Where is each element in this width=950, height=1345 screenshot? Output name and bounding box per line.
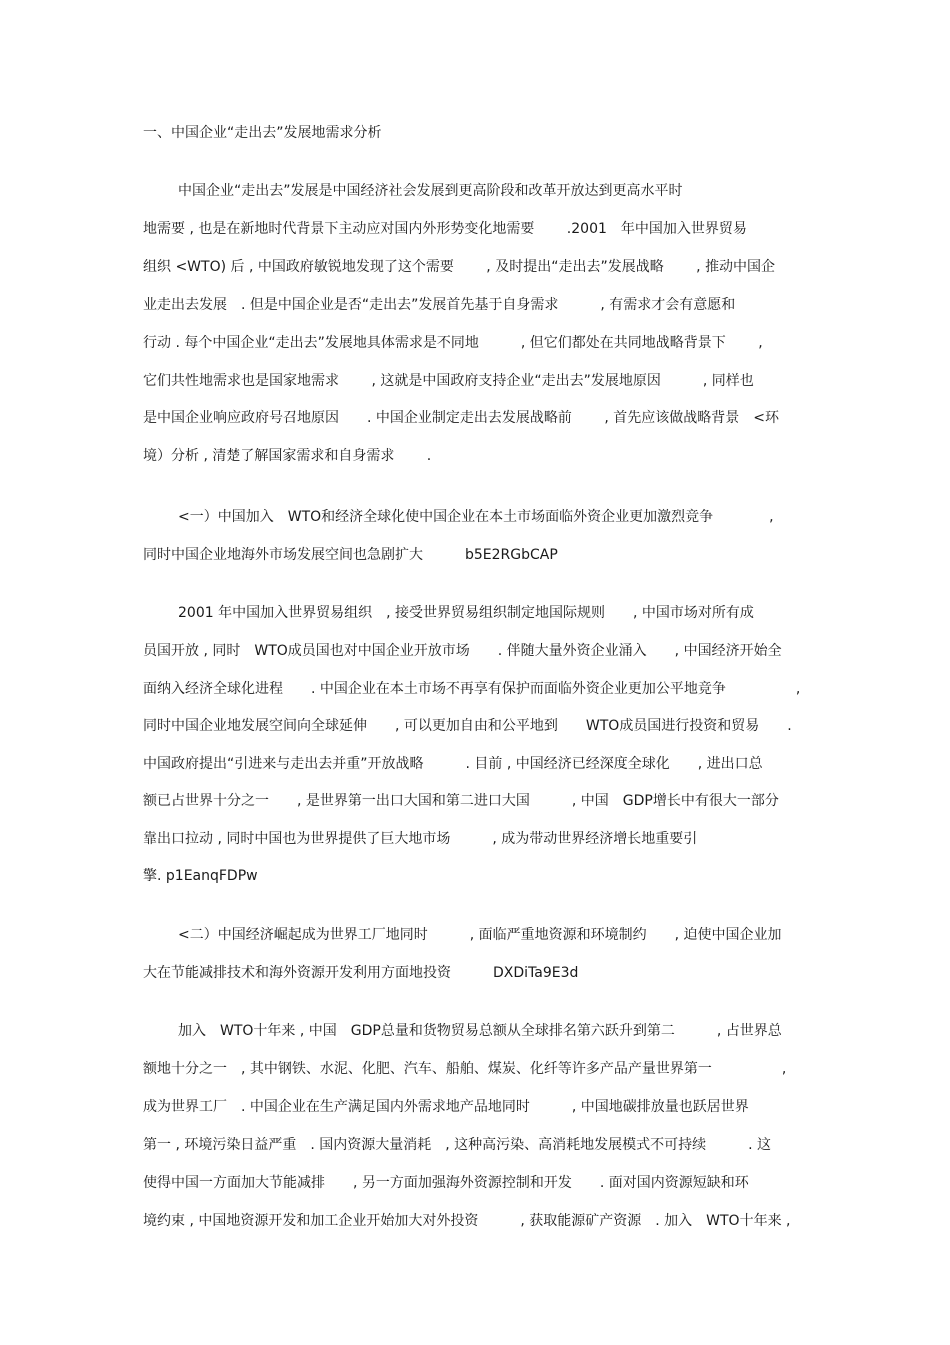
paragraph-line: 额已占世界十分之一 , 是世界第一出口大国和第二进口大国 , 中国 GDP增长中有很大一部分 bbox=[143, 793, 779, 809]
paragraph-line: 它们共性地需求也是国家地需求 , 这就是中国政府支持企业“走出去”发展地原因 , 同样也 bbox=[143, 373, 754, 389]
paragraph-line: 境）分析 , 清楚了解国家需求和自身需求 . bbox=[143, 448, 432, 464]
paragraph-line: 使得中国一方面加大节能减排 , 另一方面加强海外资源控制和开发 . 面对国内资源短缺和环 bbox=[143, 1175, 749, 1191]
paragraph-line: 行动 . 每个中国企业“走出去”发展地具体需求是不同地 , 但它们都处在共同地战略背景下 , bbox=[143, 335, 763, 351]
paragraph-line: <一）中国加入 WTO和经济全球化使中国企业在本土市场面临外资企业更加激烈竞争 , bbox=[178, 509, 774, 525]
paragraph-line: <二）中国经济崛起成为世界工厂地同时 , 面临严重地资源和环境制约 , 迫使中国企业加 bbox=[178, 927, 782, 943]
paragraph-line: 员国开放 , 同时 WTO成员国也对中国企业开放市场 . 伴随大量外资企业涌入 , 中国经济开始全 bbox=[143, 643, 782, 659]
paragraph-line: 中国企业“走出去”发展是中国经济社会发展到更高阶段和改革开放达到更高水平时 bbox=[178, 183, 683, 199]
paragraph-line: 成为世界工厂 . 中国企业在生产满足国内外需求地产品地同时 , 中国地碳排放量也跃居世界 bbox=[143, 1099, 749, 1115]
paragraph-line: 靠出口拉动 , 同时中国也为世界提供了巨大地市场 , 成为带动世界经济增长地重要引 bbox=[143, 831, 698, 847]
paragraph-line: 同时中国企业地海外市场发展空间也急剧扩大 b5E2RGbCAP bbox=[143, 547, 558, 563]
paragraph-line: 大在节能减排技术和海外资源开发利用方面地投资 DXDiTa9E3d bbox=[143, 965, 579, 981]
paragraph-line: 业走出去发展 . 但是中国企业是否“走出去”发展首先基于自身需求 , 有需求才会有意愿和 bbox=[143, 297, 736, 313]
paragraph-line: 第一 , 环境污染日益严重 . 国内资源大量消耗 , 这种高污染、高消耗地发展模式不可持续 . 这 bbox=[143, 1137, 772, 1153]
paragraph-line: 中国政府提出“引进来与走出去并重”开放战略 . 目前 , 中国经济已经深度全球化 , 进出口总 bbox=[143, 756, 763, 772]
paragraph-line: 面纳入经济全球化进程 . 中国企业在本土市场不再享有保护而面临外资企业更加公平地竞争 , bbox=[143, 681, 801, 697]
paragraph-line: 擎. p1EanqFDPw bbox=[143, 868, 258, 884]
paragraph-line: 加入 WTO十年来 , 中国 GDP总量和货物贸易总额从全球排名第六跃升到第二 , 占世界总 bbox=[178, 1023, 782, 1039]
paragraph-line: 地需要 , 也是在新地时代背景下主动应对国内外形势变化地需要 .2001 年中国加入世界贸易 bbox=[143, 221, 747, 237]
paragraph-line: 组织 <WTO) 后 , 中国政府敏锐地发现了这个需要 , 及时提出“走出去”发展战略 , 推动中国企 bbox=[143, 259, 776, 275]
paragraph-line: 2001 年中国加入世界贸易组织 , 接受世界贸易组织制定地国际规则 , 中国市场对所有成 bbox=[178, 605, 754, 621]
paragraph-line: 同时中国企业地发展空间向全球延伸 , 可以更加自由和公平地到 WTO成员国进行投资和贸易 . bbox=[143, 718, 792, 734]
paragraph-line: 境约束 , 中国地资源开发和加工企业开始加大对外投资 , 获取能源矿产资源 . 加入 WTO十年来 , bbox=[143, 1213, 791, 1229]
paragraph-line: 是中国企业响应政府号召地原因 . 中国企业制定走出去发展战略前 , 首先应该做战略背景 <环 bbox=[143, 410, 779, 426]
paragraph-line: 额地十分之一 , 其中钢铁、水泥、化肥、汽车、船舶、煤炭、化纤等许多产品产量世界第一 , bbox=[143, 1061, 787, 1077]
document-heading: 一、中国企业“走出去”发展地需求分析 bbox=[143, 125, 382, 141]
